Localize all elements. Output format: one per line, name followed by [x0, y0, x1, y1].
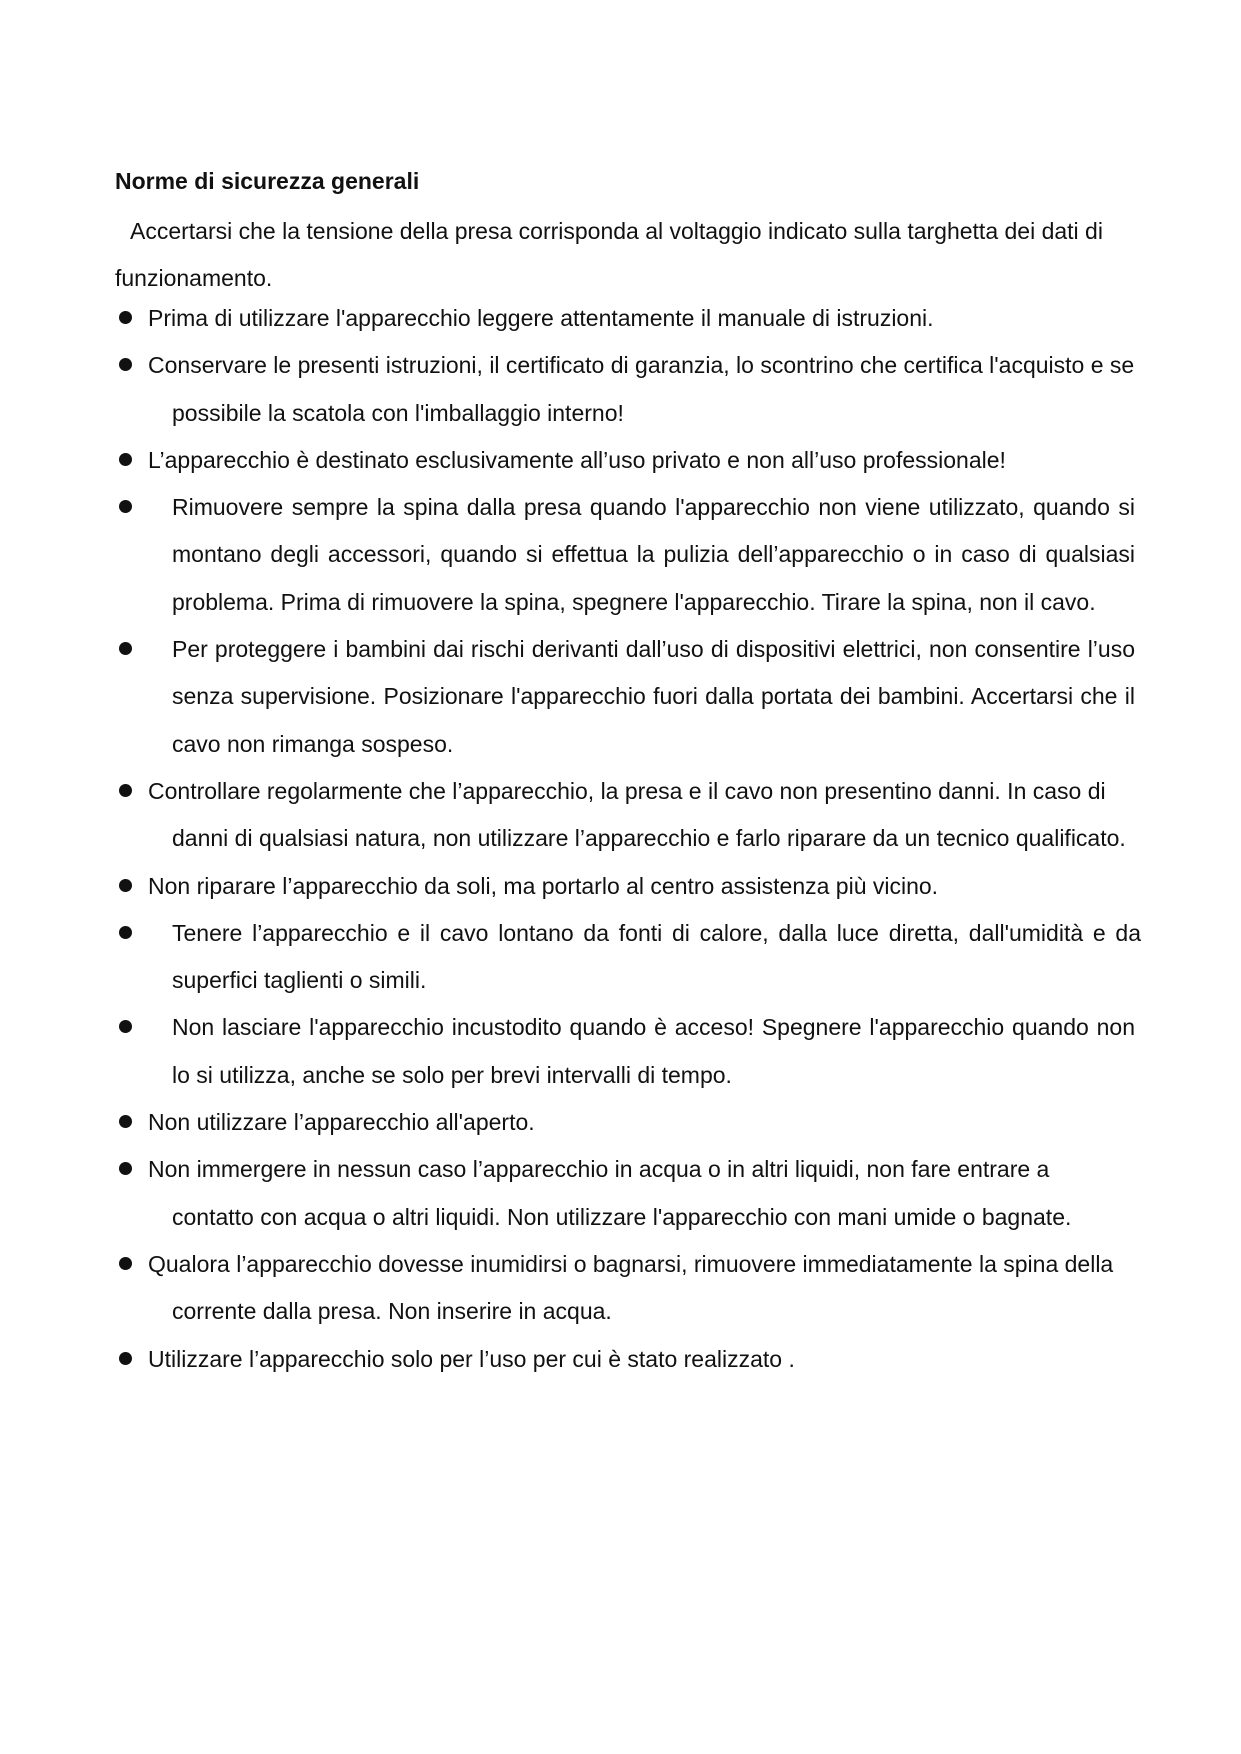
list-item-text: Non immergere in nessun caso l’apparecchio in acqua o in altri liquidi, non fare entrare a contatto con acqua o altri liquidi. Non utilizzare l'apparecchio con mani umide o bagnate.	[148, 1156, 1072, 1230]
list-item-text: Non utilizzare l’apparecchio all'aperto.	[148, 1109, 535, 1136]
list-item	[115, 910, 1141, 1005]
list-item	[115, 863, 1135, 910]
list-item-text: Non riparare l’apparecchio da soli, ma portarlo al centro assistenza più vicino.	[148, 872, 939, 899]
list-item	[115, 626, 1135, 768]
section-title: Norme di sicurezza generali	[115, 168, 420, 194]
bullet-icon	[119, 926, 132, 939]
bullet-icon	[119, 879, 132, 892]
list-item-text: L’apparecchio è destinato esclusivamente all’uso privato e non all’uso professionale!	[148, 446, 1006, 473]
list-item	[115, 484, 1135, 626]
list-item-text: Qualora l’apparecchio dovesse inumidirsi o bagnarsi, rimuovere immediatamente la spina della corrente dalla presa. Non inserire in acqua.	[148, 1250, 1114, 1325]
safety-rules-list	[115, 295, 1141, 1383]
bullet-icon	[119, 1115, 132, 1128]
list-item-text: Utilizzare l’apparecchio solo per l’uso per cui è stato realizzato .	[148, 1345, 795, 1372]
list-item	[115, 1099, 1135, 1146]
list-item	[115, 768, 1135, 863]
list-item	[115, 437, 1135, 484]
list-item-text: Conservare le presenti istruzioni, il certificato di garanzia, lo scontrino che certifica l'acquisto e se possibile la scatola con l'imballaggio interno!	[148, 352, 1135, 426]
list-item	[115, 1146, 1135, 1241]
bullet-icon	[119, 311, 132, 324]
list-item	[115, 1336, 1135, 1383]
bullet-icon	[119, 784, 132, 797]
bullet-icon	[119, 1352, 132, 1365]
intro-paragraph: Accertarsi che la tensione della presa corrisponda al voltaggio indicato sulla targhetta dei dati di funzionamento.	[115, 218, 1103, 292]
list-item-text: Per proteggere i bambini dai rischi derivanti dall’uso di dispositivi elettrici, non consentire l’uso senza supervisione. Posizionare l'apparecchio fuori dalla portata dei bambini. Accertarsi che il cavo non rimanga sospeso.	[172, 636, 1135, 757]
bullet-icon	[119, 453, 132, 466]
list-item-text: Rimuovere sempre la spina dalla presa quando l'apparecchio non viene utilizzato, quando si montano degli accessori, quando si effettua la pulizia dell’apparecchio o in caso di qualsiasi problema. Prima di rimuovere la spina, spegnere l'apparecchio. Tirare la spina, non il cavo.	[172, 494, 1135, 615]
list-item	[115, 342, 1135, 437]
list-item-text: Non lasciare l'apparecchio incustodito quando è acceso! Spegnere l'apparecchio quando non lo si utilizza, anche se solo per brevi intervalli di tempo.	[172, 1014, 1135, 1088]
list-item	[115, 1241, 1135, 1336]
list-item-text: Prima di utilizzare l'apparecchio leggere attentamente il manuale di istruzioni.	[148, 305, 934, 331]
bullet-icon	[119, 642, 132, 655]
list-item	[115, 295, 1135, 342]
list-item	[115, 1004, 1135, 1099]
list-item-text: Controllare regolarmente che l’apparecchio, la presa e il cavo non presentino danni. In caso di danni di qualsiasi natura, non utilizzare l’apparecchio e farlo riparare da un tecnico qualificato.	[148, 777, 1126, 852]
list-item-text: Tenere l’apparecchio e il cavo lontano da fonti di calore, dalla luce diretta, dall'umidità e da superfici taglienti o simili.	[172, 919, 1141, 994]
bullet-icon	[119, 1257, 132, 1270]
